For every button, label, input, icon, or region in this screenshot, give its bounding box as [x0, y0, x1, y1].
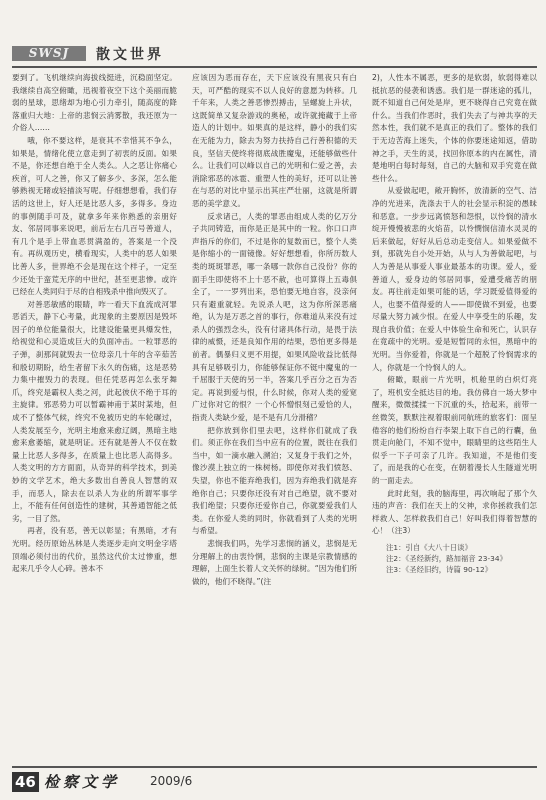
magazine-logo: SWSJ	[12, 46, 86, 61]
issue-date: 2009/6	[150, 774, 193, 788]
paragraph: 此时此刻，我的脑海里，再次响起了那个久违的声音：我们在天上的父神，求你拯救我们怎样救人、怎样救我们自己！好叫我们得着智慧的心！（注3）	[372, 488, 537, 536]
page-number: 46	[12, 772, 39, 792]
footer-divider	[12, 766, 537, 768]
paragraph: 反求诸己，人类的罪恶由组成人类的亿万分子共同铸造，而你是正是其中的一粒。你口口声声指斥的你们，不过是你的复数而已，整个人类是你缩小的一面镜像。好好想想看，你所历数人类的斑斑罪恶，哪一条哪一款你自己没份？你的面手生即使将不上十恶不赦，也可算得上五毒俱全了，一一罗列出来，恐怕要无地自容，没亲何只有避重就轻。先说杀人吧，这为你所深恶痛绝，认为是万恶之首的事行，你难道从来没有过杀人的强烈念头，没有付诸具体行动，是畏于法律的威慑，还是良知作用的结果，恐怕更多得是前者。偶暴归义更不用提，如果风险收益比低得具有足够吸引力，你能够保证你不铤中魔鬼的一千屈服于天使的另一半，答案几乎百分之百为否定。再说到爱与恨，什么时候，你对人类的爱宽广过你对它的恨？一个心怀憎恨刻己爱恰的人，指责人类缺少爱，是不是有几分滑稽？	[192, 211, 357, 423]
paragraph: 悲悯我们吗，先学习悲悯的涵义，悲悯是无分理解上的由衷怜惘，悲悯的主课是宗教情感的理解，上面生长着人文关怀的绿树。“因为他们所做的，他们不晓得。”(注	[192, 538, 357, 586]
paragraph: 对善恶敏感的眼睛，咋一看天下血流成河罪恶滔天，静下心考量，此现象的主要原因是毁坏因子的单位能量很大，比建设能量更具爆发性，给视觉和心灵造成巨大的负面冲击。一粒罪恶的子弹，刹那间就毁去一位母亲几十年的含辛茹苦和殷切期盼，给生者留下永久的伤痛，这是恶势力集中摧毁力的表现。但任凭恶再怎么张牙舞爪，终究是霸权人类之河，此起彼伏不绝于耳的主旋律。邪恶势力可以暂霸神甫于某时某地，但成不了整体气候，终究不免被历史的车轮碾过，人类发展至今，光明主地愈来愈辽阔，黑暗主地愈来愈萎缩，就是明证。还有就是善人不仅在数量上比恶人多得多，在质量上也比恶人高得多。人类文明的方方面面，从奇异的科学技术，到美妙的文学艺术，绝大多数出自善良人智慧的双手，而恶人，除去在以杀人为业的所谓军事学上，不能有任何创造性的建树，其善通智能之低劣，一目了然。	[12, 299, 177, 523]
footnote: 注3：《圣经旧约，诗篇 90-12》	[386, 564, 493, 574]
paragraph: 哦，你不要这样，是衰其不幸惜其不争么，如果是，情绪化使立意走到了初衷的反面。如果不是，你还想自绝于全人类么。人之恶让你痛心疾首，可人之善，你又了解多少、多深，怎么能够熟视无睹或轻描淡写呢。仔细想想看，我们存活的这世上，好人还是比恶人多，多得多。身边的事例随手可及，就拿多年来你熟悉的亲朋好友、邻居同事来说吧，前后左右几百号善道人，有几个是手上带血恶贯满盈的，答案是一个没有。再纵观历史，横看现实，人类中的恶人如果比善人多，世界绝不会是现在这个样子，一定至少还处于蛮荒无序的中世纪，甚至更悲惨。或许已经在人类同归于尽的自相残杀中推向毁灭了。	[12, 135, 177, 297]
paragraph: 从爱做起吧，敞开胸怀，放清新的空气、洁净的光进来，洗涤去于人的社会显示积淀的愚昧和恶意。一步步远离愤怒和怨恨，以怜悯的清水绽开慢慢被悲的火焰苗，以怜憫悯信清水灵灵的后来做起，好好从后总动走变信人。如果爱做不到，那就先自小处开始，从与人为善做起吧，与人为善是从事爱人事业最基本的功课。爱人，爱善道人，爱身边的邻居同事，爱遭受痛苦的朋友。再往前走如果可能的话，学习既爱值得爱的人，也要不值得爱的人——即使做不到爱，也要尽量大努力减少恨。在爱人中享受生的乐趣，发现自我价值；在爱人中体验生命和死亡，认识存在竟疏中的光明。爱是短暂同的永恒，黑暗中的光明。当你爱着，你就是一个超脱了怜悯需求的人，你就是一个怜悯人的人。	[372, 186, 537, 372]
paragraph: 要到了。飞机继续向海拔线挺进，沉稳面坚定。我继续自高空俯瞰，迅视着夜空下这个美丽而脆弱的星球，思绪却为地心引力牵引，随高度的降落重归大地：上帝的悲悯云消雾散，我还原为一介俗人……	[12, 73, 177, 133]
footnote: 注1：引自《大八十日谈》	[386, 542, 473, 552]
footnote: 注2：《圣经新约，路加福音 23-34》	[386, 553, 507, 563]
header-divider	[12, 66, 537, 68]
section-title: 散文世界	[96, 47, 164, 63]
paragraph: 俯瞰，眼前一片光明，机舱里的白炽灯亮了，班机安全抵达目的地。我仿佛自一场大梦中醒来，微微揉揉一下沉重的头，拾起来，前带一丝微笑，默默注视着眼前同航班的旅客们：面呈倦容的他们纷纷自行李架上取下自己的行囊，鱼贯走向舱门，不知不觉中，眼睛里的这些陌生人似乎一下子可亲了几许。我知道，不是他们变了，而是我的心在变，在朝着漫长人生隧道光明的一面走去。	[372, 375, 537, 485]
column-1	[12, 72, 177, 762]
column-3	[372, 72, 537, 762]
footnotes	[372, 542, 537, 575]
paragraph: 再者，没有恶，善无以彰显；有黑暗，才有光明。经历原始丛林是人类逐步走向文明金字塔顶端必须付出的代价，虽然这代价太过惨重，想起来几乎令人心碎。善本不	[12, 526, 177, 574]
page-header	[0, 0, 546, 70]
paragraph: 2)，人性本不属恶，更多的是软弱，软弱得难以抵抗恶的侵袭和诱惑。我们是一群迷途的孤儿，既不知道自己何处是岸，更不晓得自己究竟在做什么。当我们作恶时，我们失去了与神共享的天然本性，我们就不是真正的我们了。整体的我们于无边苦海上迷失，个体的你要迷途知返，借助神之手，天生的灵，找回你原本的内在属性，清楚地明白每时每刻，自己的大脑和双手究竟在做些什么。	[372, 73, 537, 183]
column-2	[192, 72, 357, 762]
magazine-name: 检察文学	[44, 773, 121, 791]
paragraph: 应该因为恶而存在，天下应该没有黑夜只有白天，可严酷的现实不以人良好的意愿为转移。几千年来，人类之善恶惨烈搏击，呈螺旋上升状，这既简单又复杂游戏的奥秘，或许就掩藏于上帝造人的计划中。如果真的是这样，静小的我们实在无能为力，除去为努力扶持自己行善积德的天良，坚信天使终将彻底战胜魔鬼，还能够做些什么。让我们可以峰以自己的光明和仁爱之善，去消除邪恶的冰雹、重塑人性的美好，还可以让善在与恶的对比中显示出其庄严壮丽，这就是所谓恶的美学意义。	[192, 73, 357, 208]
paragraph: 把你放到你们里去吧，这样你们就成了我们。须正你在我们当中应有的位置，既往在我们当中，如一滴水融入溯泊；又复身于我们之外，像沙漠上独立的一株树杨。即使你对我们愤怒、失望，你也不能弃绝我们，因为弃绝我们就是弃绝你自己；只要你还没有对自己绝望，就不要对我们绝望；只要你还爱你自己，你就要爱我们人类。在你爱人类的同时，你就看到了人类的光明与希望。	[192, 425, 357, 536]
article-body	[12, 72, 537, 762]
page-footer	[0, 766, 546, 800]
